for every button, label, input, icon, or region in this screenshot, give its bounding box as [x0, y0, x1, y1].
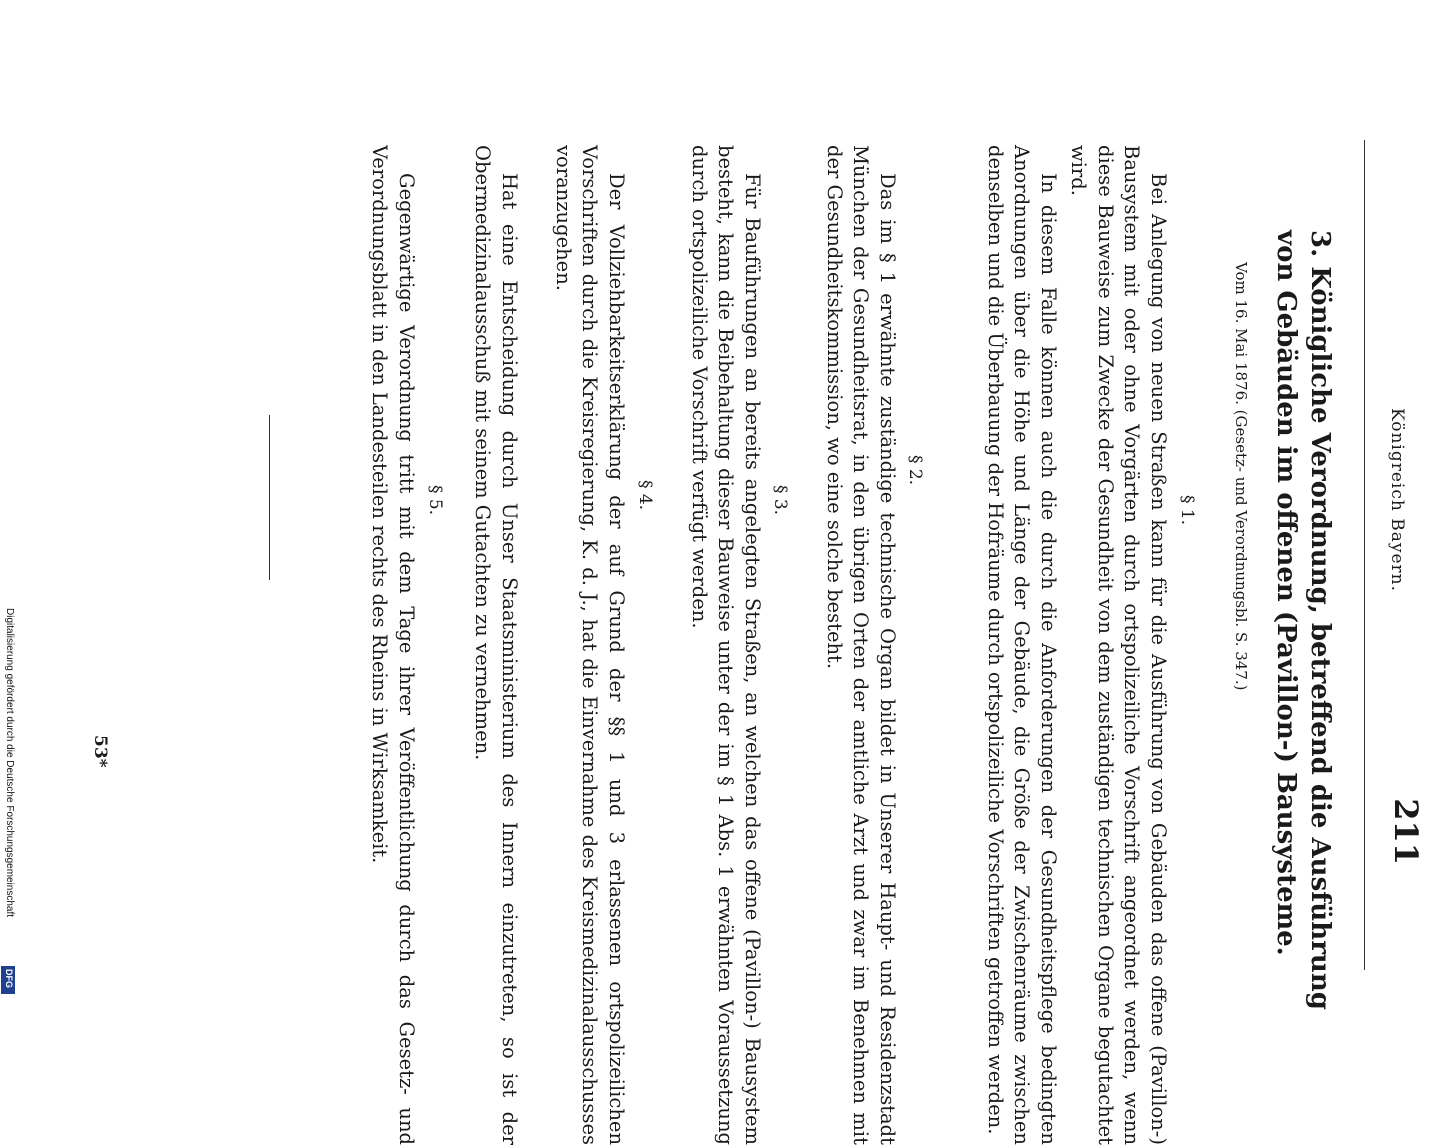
section-heading-1: § 1. [1177, 494, 1197, 526]
separator-rule [269, 415, 270, 580]
section-heading-4: § 4. [635, 479, 655, 511]
dfg-logo-text: DFG [4, 969, 14, 988]
section-heading-2: § 2. [905, 454, 925, 486]
section-1-paragraph-2: In diesem Falle können auch die durch die Anforderungen der Gesundheitspflege bedingten Anordnungen über die Höhe und Länge der Gebäude, die Größe der Zwischenräume zwischen denselben und die Überbauung der Hofräume durch ortspolizeiliche Vorschriften getroffen werden. [984, 145, 1060, 1145]
section-1-paragraph-1: Bei Anlegung von neuen Straßen kann für die Ausführung von Gebäuden das offene (Pavillon-) Bausystem mit oder ohne Vorgärten durch ortspolizeiliche Vorschrift angeordnet werden, wenn diese Bauweise zum Zwecke der Gesundheit von dem zuständigen technischen Organe begutachtet wird. [1067, 145, 1170, 1145]
dfg-logo [1, 966, 15, 994]
decree-date-source: Vom 16. Mai 1876. (Gesetz- und Verordnungsbl. S. 347.) [1232, 262, 1250, 691]
section-heading-5: § 5. [425, 484, 445, 516]
funding-note: Digitalisierung gefördert durch die Deutsche Forschungsgemeinschaft [4, 608, 15, 918]
signature-mark: 53* [90, 735, 110, 768]
section-heading-3: § 3. [770, 484, 790, 516]
header-rule [1364, 140, 1365, 970]
section-5-paragraph-1: Gegenwärtige Verordnung tritt mit dem Tage ihrer Veröffentlichung durch das Gesetz- und Verordnungsblatt in den Landesteilen rechts des Rheins in Wirksamkeit. [368, 145, 418, 1145]
decree-title-text: Königliche Verordnung, betreffend die Ausführung von Gebäuden im offenen (Pavillon-) Bausysteme. [1271, 230, 1335, 1010]
section-3-paragraph-1: Für Bauführungen an bereits angelegten Straßen, an welchen das offene (Pavillon-) Bausystem besteht, kann die Beibehaltung dieser Bauweise unter der im § 1 Abs. 1 erwähnten Voraussetzung durch ortspolizeiliche Vorschrift verfügt werden. [688, 145, 764, 1145]
funding-margin [0, 0, 16, 1000]
section-2-paragraph-1: Das im § 1 erwähnte zuständige technische Organ bildet in Unserer Haupt- und Residenzstadt München der Gesundheitsrat, in den übrigen Orten der amtliche Arzt und zwar im Benehmen mit der Gesundheitskommission, wo eine solche besteht. [823, 145, 899, 1145]
page-number: 211 [1387, 798, 1425, 865]
running-head: Königreich Bayern. [1387, 407, 1407, 592]
decree-title [1269, 230, 1337, 1020]
decree-number: 3. [1305, 230, 1335, 258]
section-4-paragraph-2: Hat eine Entscheidung durch Unser Staatsministerium des Innern einzutreten, so ist der Obermedizinalausschuß mit seinem Gutachten zu vernehmen. [471, 145, 521, 1145]
section-4-paragraph-1: Der Vollziehbarkeitserklärung der auf Grund der §§ 1 und 3 erlassenen ortspolizeilichen Vorschriften durch die Kreisregierung, K. d. J., hat die Einvernahme des Kreismedizinalausschusses voranzugehen. [552, 145, 628, 1145]
